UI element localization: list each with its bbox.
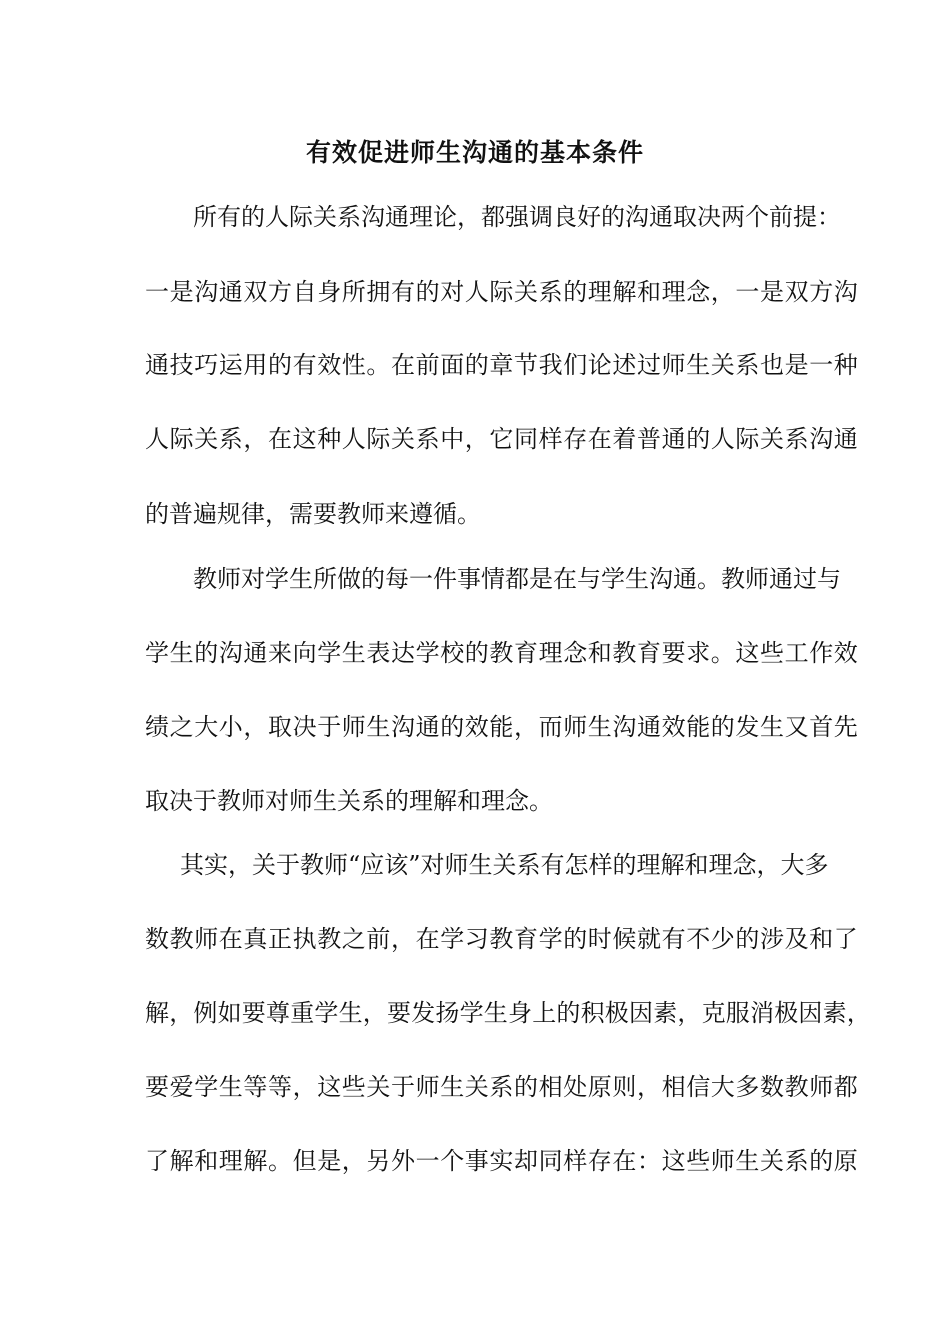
paragraph-1-line-5: 的普遍规律，需要教师来遵循。	[145, 500, 481, 528]
paragraph-2-line-1: 教师对学生所做的每一件事情都是在与学生沟通。教师通过与	[193, 565, 841, 593]
paragraph-3-line-5: 了解和理解。但是，另外一个事实却同样存在：这些师生关系的原	[145, 1147, 859, 1175]
paragraph-3-line-2: 数教师在真正执教之前，在学习教育学的时候就有不少的涉及和了	[145, 925, 859, 953]
paragraph-2-line-3: 绩之大小，取决于师生沟通的效能，而师生沟通效能的发生又首先	[145, 713, 859, 741]
paragraph-3-line-3: 解，例如要尊重学生，要发扬学生身上的积极因素，克服消极因素，	[145, 999, 871, 1027]
paragraph-2-line-4: 取决于教师对师生关系的理解和理念。	[145, 787, 553, 815]
paragraph-3-line-1: 其实，关于教师“应该”对师生关系有怎样的理解和理念，大多	[180, 851, 829, 879]
paragraph-1-line-1: 所有的人际关系沟通理论，都强调良好的沟通取决两个前提：	[193, 203, 841, 231]
paragraph-1-line-4: 人际关系，在这种人际关系中，它同样存在着普通的人际关系沟通	[145, 425, 859, 453]
paragraph-2-line-2: 学生的沟通来向学生表达学校的教育理念和教育要求。这些工作效	[145, 639, 859, 667]
paragraph-1-line-2: 一是沟通双方自身所拥有的对人际关系的理解和理念，一是双方沟	[145, 278, 859, 306]
document-title: 有效促进师生沟通的基本条件	[305, 138, 644, 167]
paragraph-1-line-3: 通技巧运用的有效性。在前面的章节我们论述过师生关系也是一种	[145, 351, 859, 379]
paragraph-3-line-4: 要爱学生等等，这些关于师生关系的相处原则，相信大多数教师都	[145, 1073, 859, 1101]
